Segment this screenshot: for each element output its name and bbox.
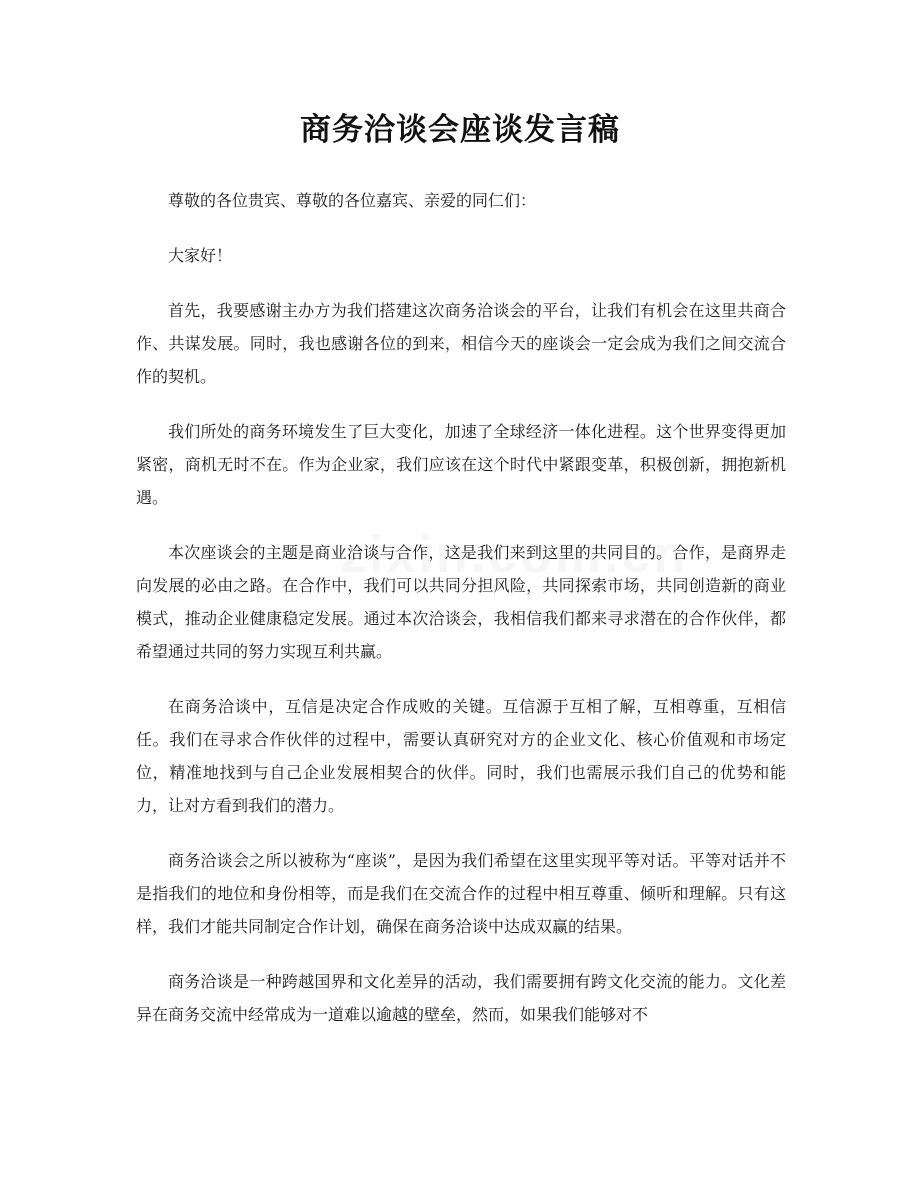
document-body bbox=[136, 184, 786, 1053]
body-paragraph: 商务洽谈是一种跨越国界和文化差异的活动，我们需要拥有跨文化交流的能力。文化差异在商务交流中经常成为一道难以逾越的壁垒，然而，如果我们能够对不 bbox=[136, 972, 786, 1024]
body-paragraph: 首先，我要感谢主办方为我们搭建这次商务洽谈会的平台，让我们有机会在这里共商合作、共谋发展。同时，我也感谢各位的到来，相信今天的座谈会一定会成为我们之间交流合作的契机。 bbox=[136, 301, 786, 386]
body-paragraph: 在商务洽谈中，互信是决定合作成败的关键。互信源于互相了解，互相尊重，互相信任。我们在寻求合作伙伴的过程中，需要认真研究对方的企业文化、核心价值观和市场定位，精准地找到与自己企业发展相契合的伙伴。同时，我们也需展示我们自己的优势和能力，让对方看到我们的潜力。 bbox=[136, 697, 786, 815]
greeting-paragraph: 大家好！ bbox=[168, 246, 233, 265]
body-paragraph: 商务洽谈会之所以被称为“座谈”，是因为我们希望在这里实现平等对话。平等对话并不是指我们的地位和身份相等，而是我们在交流合作的过程中相互尊重、倾听和理解。只有这样，我们才能共同制定合作计划，确保在商务洽谈中达成双赢的结果。 bbox=[136, 851, 786, 936]
body-paragraph: 我们所处的商务环境发生了巨大变化，加速了全球经济一体化进程。这个世界变得更加紧密，商机无时不在。作为企业家，我们应该在这个时代中紧跟变革，积极创新，拥抱新机遇。 bbox=[136, 422, 786, 507]
salutation-paragraph: 尊敬的各位贵宾、尊敬的各位嘉宾、亲爱的同仁们： bbox=[168, 191, 537, 210]
body-paragraph: 本次座谈会的主题是商业洽谈与合作，这是我们来到这里的共同目的。合作，是商界走向发展的必由之路。在合作中，我们可以共同分担风险，共同探索市场，共同创造新的商业模式，推动企业健康稳定发展。通过本次洽谈会，我相信我们都来寻求潜在的合作伙伴，都希望通过共同的努力实现互利共赢。 bbox=[136, 543, 786, 661]
document-title: 商务洽谈会座谈发言稿 bbox=[300, 112, 620, 148]
